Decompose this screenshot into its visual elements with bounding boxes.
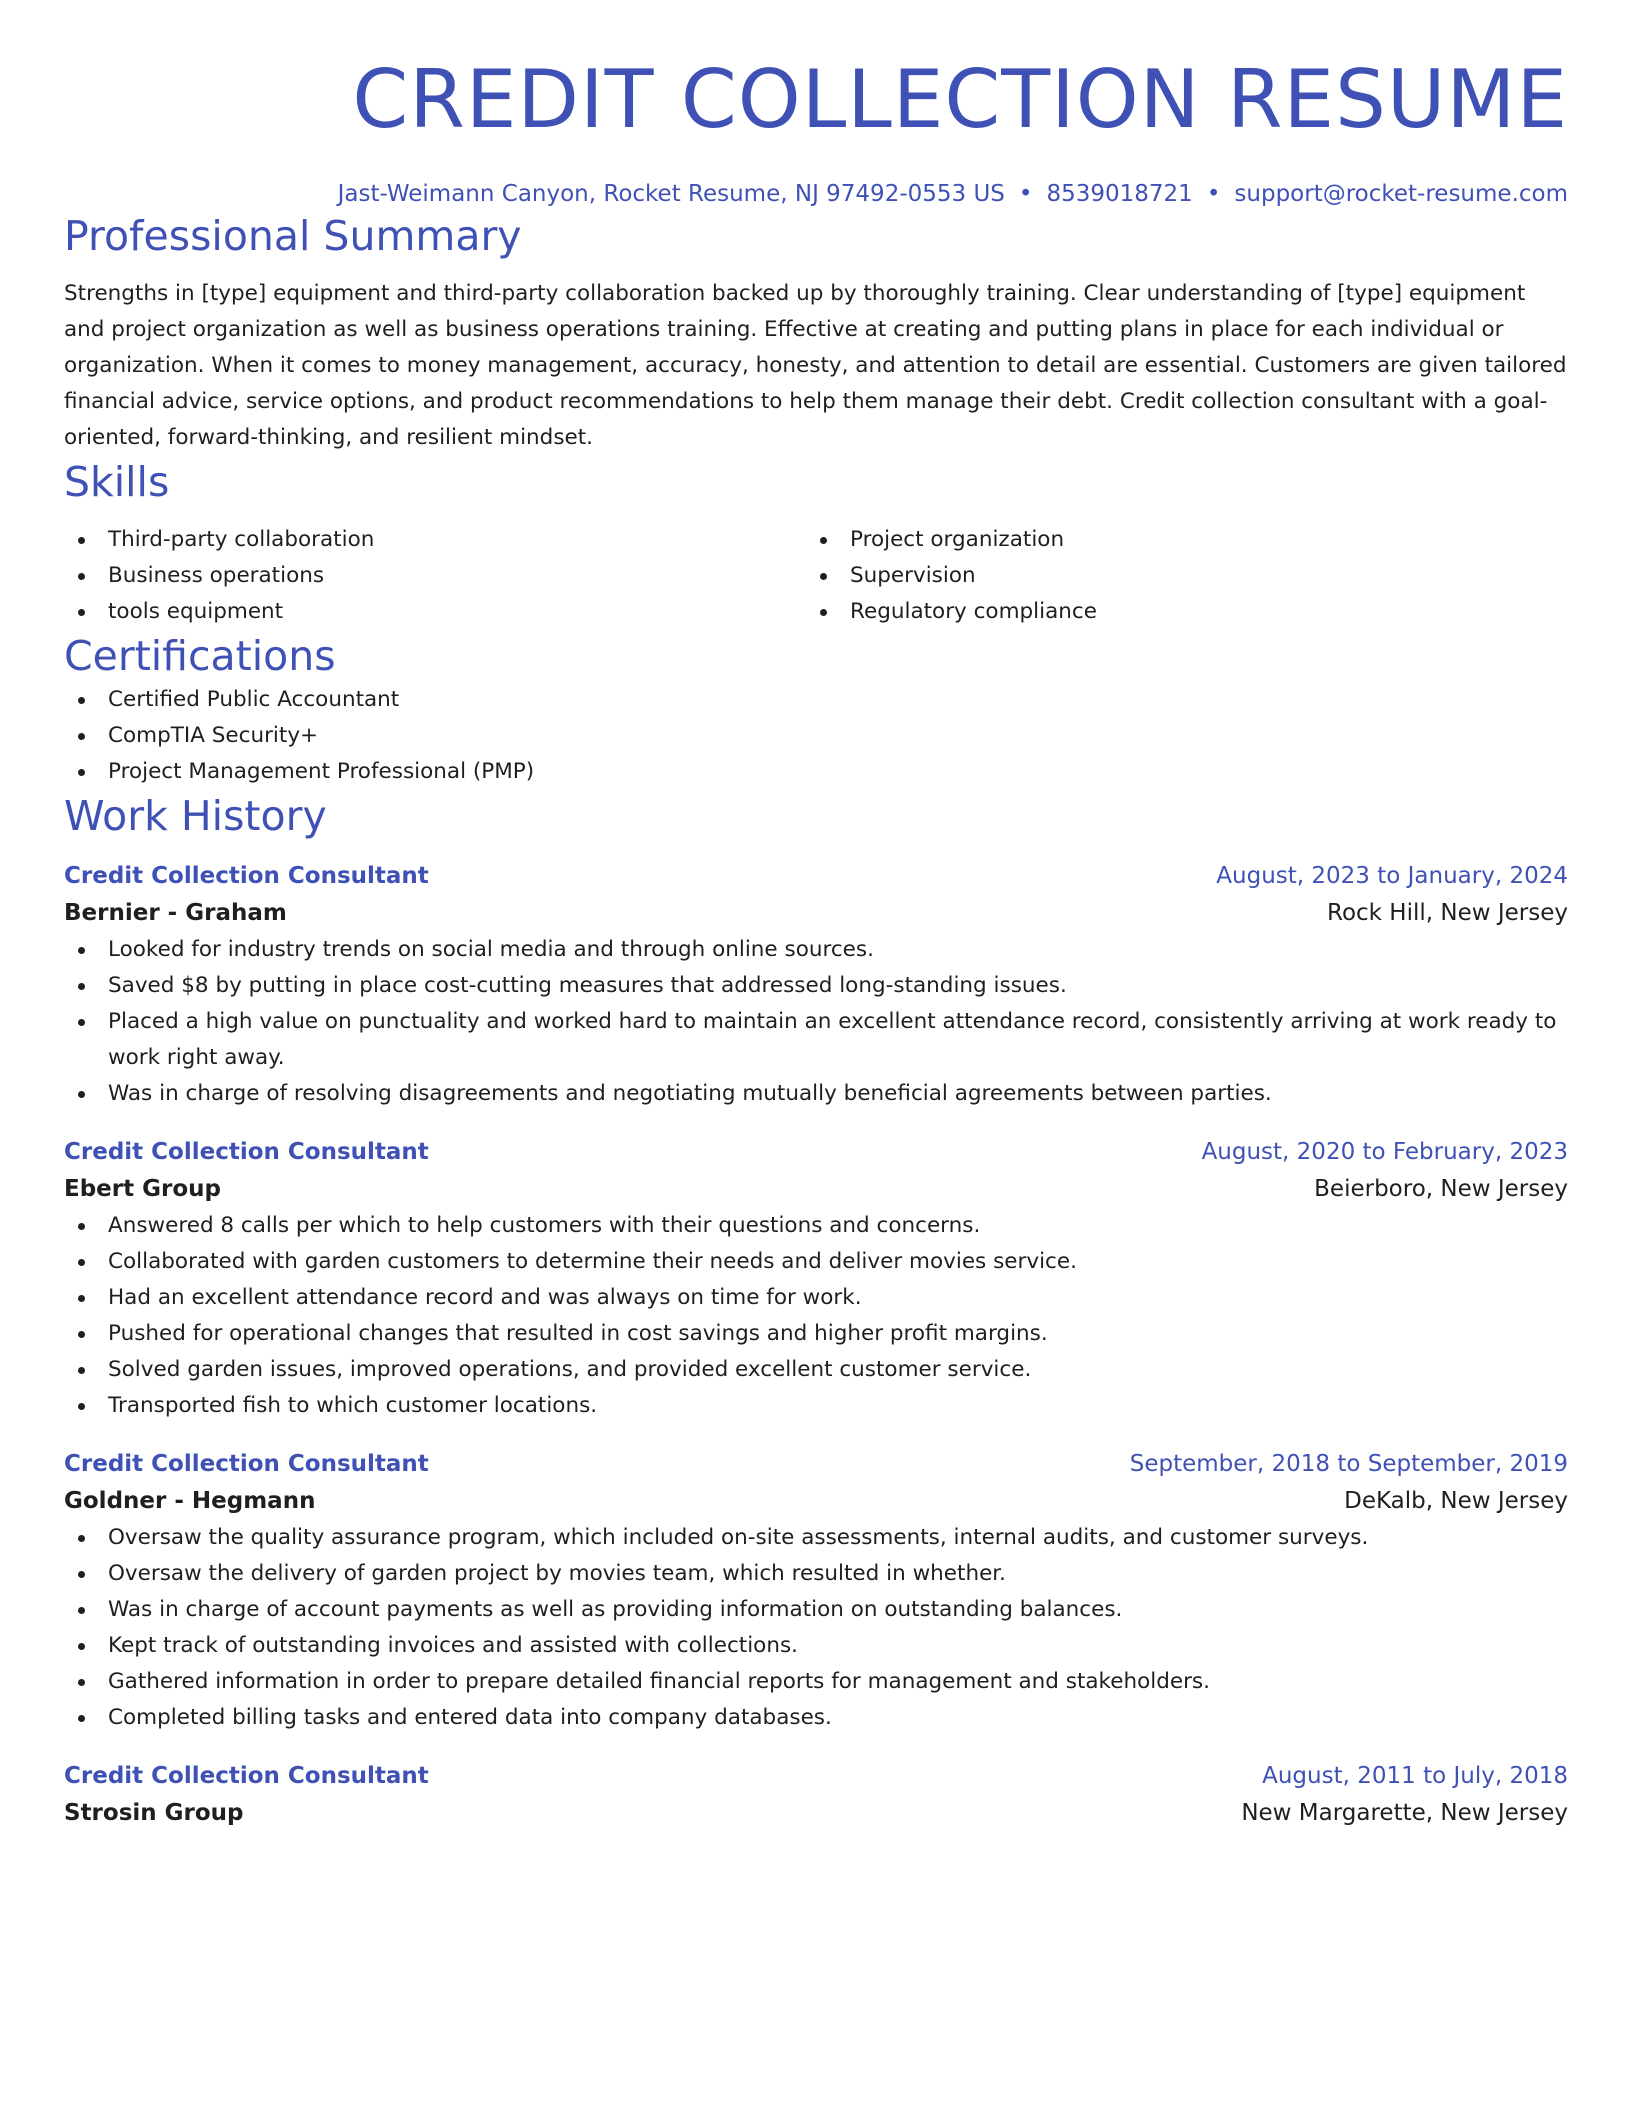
- bullet-dot: [78, 733, 85, 740]
- job-bullet-text: Pushed for operational changes that resulted in cost savings and higher profit margins.: [108, 1321, 1048, 1346]
- certification-item: [64, 718, 1568, 754]
- job-bullet-text: Oversaw the delivery of garden project by movies team, which resulted in whether.: [108, 1561, 1006, 1586]
- skill-label: Third-party collaboration: [108, 527, 375, 552]
- job-bullet: [64, 1208, 1568, 1244]
- skills-columns: [64, 522, 1568, 630]
- bullet-dot: [78, 1715, 85, 1722]
- certification-label: CompTIA Security+: [108, 723, 319, 748]
- job-bullet: [64, 1556, 1568, 1592]
- bullet-dot: [78, 1259, 85, 1266]
- skill-item: [64, 558, 806, 594]
- bullet-dot: [78, 1331, 85, 1338]
- job-bullet: [64, 1628, 1568, 1664]
- job-dates: September, 2018 to September, 2019: [1129, 1451, 1568, 1477]
- job-title: Credit Collection Consultant: [64, 863, 429, 889]
- job-bullet-text: Solved garden issues, improved operations, and provided excellent customer service.: [108, 1357, 1032, 1382]
- job-bullet: [64, 1592, 1568, 1628]
- bullet-dot: [78, 1223, 85, 1230]
- skills-list-right: [806, 522, 1548, 630]
- bullet-dot: [820, 609, 827, 616]
- job-bullet: [64, 1244, 1568, 1280]
- skill-label: Regulatory compliance: [850, 599, 1097, 624]
- job-location: New Margarette, New Jersey: [1241, 1800, 1568, 1826]
- certification-item: [64, 754, 1568, 790]
- bullet-dot: [820, 537, 827, 544]
- job-bullet-text: Looked for industry trends on social media and through online sources.: [108, 937, 874, 962]
- contact-phone: 8539018721: [1046, 181, 1193, 207]
- bullet-dot: [78, 1571, 85, 1578]
- job-header: [64, 858, 1568, 894]
- job-bullets: [64, 1208, 1568, 1424]
- job-subheader: [64, 894, 1568, 932]
- job-bullets: [64, 1520, 1568, 1736]
- bullet-dot: [78, 1367, 85, 1374]
- bullet-dot: [78, 1607, 85, 1614]
- job-bullet: [64, 1700, 1568, 1736]
- job-bullet-text: Had an excellent attendance record and was always on time for work.: [108, 1285, 862, 1310]
- job-dates: August, 2011 to July, 2018: [1262, 1763, 1568, 1789]
- contact-email: support@rocket-resume.com: [1234, 181, 1568, 207]
- bullet-dot: [78, 1643, 85, 1650]
- job-entry: [64, 1758, 1568, 1832]
- job-bullet: [64, 1520, 1568, 1556]
- skill-label: Business operations: [108, 563, 325, 588]
- job-bullet-text: Gathered information in order to prepare detailed financial reports for management and stakeholders.: [108, 1669, 1210, 1694]
- contact-line: [64, 178, 1568, 210]
- job-title: Credit Collection Consultant: [64, 1451, 429, 1477]
- skill-item: [806, 558, 1548, 594]
- job-header: [64, 1134, 1568, 1170]
- job-company: Bernier - Graham: [64, 900, 287, 926]
- bullet-dot: [78, 1295, 85, 1302]
- job-bullet-text: Was in charge of resolving disagreements and negotiating mutually beneficial agreements between parties.: [108, 1081, 1272, 1106]
- work-history-heading: Work History: [64, 792, 327, 840]
- skills-list-left: [64, 522, 806, 630]
- skills-heading: Skills: [64, 458, 170, 506]
- skill-label: Project organization: [850, 527, 1065, 552]
- job-subheader: [64, 1482, 1568, 1520]
- job-bullet-text: Completed billing tasks and entered data into company databases.: [108, 1705, 832, 1730]
- skill-item: [64, 522, 806, 558]
- skill-item: [64, 594, 806, 630]
- job-dates: August, 2020 to February, 2023: [1201, 1139, 1568, 1165]
- job-dates: August, 2023 to January, 2024: [1216, 863, 1568, 889]
- job-header: [64, 1446, 1568, 1482]
- job-subheader: [64, 1794, 1568, 1832]
- contact-address: Jast-Weimann Canyon, Rocket Resume, NJ 97492-0553 US: [337, 181, 1005, 207]
- bullet-dot: [820, 573, 827, 580]
- job-bullet: [64, 1664, 1568, 1700]
- certification-item: [64, 682, 1568, 718]
- certifications-list: [64, 682, 1568, 790]
- skill-label: Supervision: [850, 563, 976, 588]
- job-header: [64, 1758, 1568, 1794]
- bullet-dot: [78, 983, 85, 990]
- job-bullet: [64, 1280, 1568, 1316]
- bullet-dot: [78, 1403, 85, 1410]
- job-bullet: [64, 1004, 1568, 1076]
- job-bullet: [64, 1388, 1568, 1424]
- bullet-dot: [78, 697, 85, 704]
- resume-title: CREDIT COLLECTION RESUME: [352, 53, 1568, 146]
- contact-separator: •: [1206, 181, 1221, 207]
- job-location: DeKalb, New Jersey: [1344, 1488, 1568, 1514]
- bullet-dot: [78, 1019, 85, 1026]
- job-company: Ebert Group: [64, 1176, 221, 1202]
- bullet-dot: [78, 537, 85, 544]
- job-bullet-text: Collaborated with garden customers to determine their needs and deliver movies service.: [108, 1249, 1077, 1274]
- skill-label: tools equipment: [108, 599, 284, 624]
- certifications-heading: Certifications: [64, 632, 336, 680]
- job-bullet: [64, 968, 1568, 1004]
- job-entry: [64, 1446, 1568, 1736]
- bullet-dot: [78, 947, 85, 954]
- job-title: Credit Collection Consultant: [64, 1139, 429, 1165]
- certification-label: Project Management Professional (PMP): [108, 759, 535, 784]
- job-entry: [64, 1134, 1568, 1424]
- job-bullets: [64, 932, 1568, 1112]
- contact-separator: •: [1018, 181, 1033, 207]
- job-bullet-text: Kept track of outstanding invoices and assisted with collections.: [108, 1633, 798, 1658]
- job-entry: [64, 858, 1568, 1112]
- job-bullet: [64, 1076, 1568, 1112]
- summary-heading: Professional Summary: [64, 212, 522, 260]
- job-company: Strosin Group: [64, 1800, 244, 1826]
- bullet-dot: [78, 1091, 85, 1098]
- job-bullet-text: Was in charge of account payments as well as providing information on outstanding balances.: [108, 1597, 1123, 1622]
- job-bullet: [64, 932, 1568, 968]
- skill-item: [806, 594, 1548, 630]
- bullet-dot: [78, 573, 85, 580]
- job-bullet: [64, 1352, 1568, 1388]
- summary-text: Strengths in [type] equipment and third-party collaboration backed up by thoroughly training. Clear understanding of [type] equipment and project organization as well as business operations training. Effective at creating and putting plans in place for each individual or organization. When it comes to money management, accuracy, honesty, and attention to detail are essential. Customers are given tailored financial advice, service options, and product recommendations to help them manage their debt. Credit collection consultant with a goal-oriented, forward-thinking, and resilient mindset.: [64, 281, 1567, 450]
- job-company: Goldner - Hegmann: [64, 1488, 316, 1514]
- job-title: Credit Collection Consultant: [64, 1763, 429, 1789]
- job-location: Beierboro, New Jersey: [1314, 1176, 1568, 1202]
- job-bullet-text: Answered 8 calls per which to help customers with their questions and concerns.: [108, 1213, 981, 1238]
- bullet-dot: [78, 1535, 85, 1542]
- certification-label: Certified Public Accountant: [108, 687, 400, 712]
- job-bullet-text: Transported fish to which customer locations.: [108, 1393, 598, 1418]
- job-bullet-text: Oversaw the quality assurance program, which included on-site assessments, internal audits, and customer surveys.: [108, 1525, 1369, 1550]
- job-location: Rock Hill, New Jersey: [1327, 900, 1568, 926]
- bullet-dot: [78, 1679, 85, 1686]
- job-bullet-text: Placed a high value on punctuality and worked hard to maintain an excellent attendance record, consistently arriving at work ready to work right away.: [108, 1009, 1557, 1070]
- job-subheader: [64, 1170, 1568, 1208]
- bullet-dot: [78, 609, 85, 616]
- job-bullet: [64, 1316, 1568, 1352]
- bullet-dot: [78, 769, 85, 776]
- job-bullet-text: Saved $8 by putting in place cost-cutting measures that addressed long-standing issues.: [108, 973, 1067, 998]
- skill-item: [806, 522, 1548, 558]
